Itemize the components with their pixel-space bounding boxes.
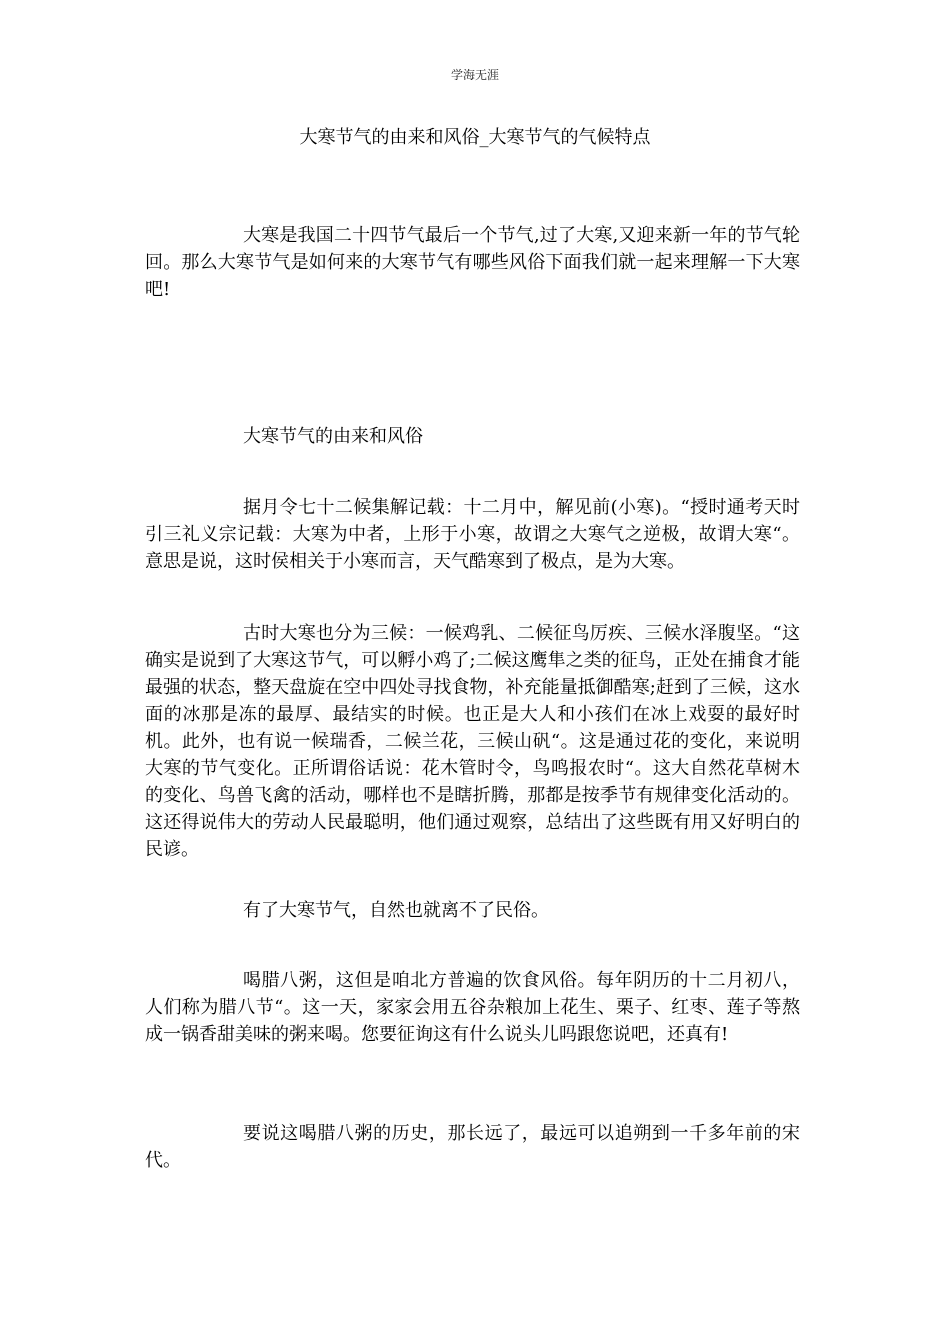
body-paragraph: 有了大寒节气，自然也就离不了民俗。	[243, 900, 549, 921]
body-paragraph: 喝腊八粥，这但是咱北方普遍的饮食风俗。每年阴历的十二月初八，人们称为腊八节“。这一天，家家会用五谷杂粮加上花生、栗子、红枣、莲子等熬成一锅香甜美味的粥来喝。您要征询这有什么说头儿吗跟您说吧，还真有!	[145, 970, 800, 1045]
body-paragraph: 古时大寒也分为三候：一候鸡乳、二候征鸟厉疾、三候水泽腹坚。“这确实是说到了大寒这节气，可以孵小鸡了;二候这鹰隼之类的征鸟，正处在捕食才能最强的状态，整天盘旋在空中四处寻找食物，补充能量抵御酷寒;赶到了三候，这水面的冰那是冻的最厚、最结实的时候。也正是大人和小孩们在冰上戏耍的最好时机。此外，也有说一候瑞香，二候兰花，三候山矾“。这是通过花的变化，来说明大寒的节气变化。正所谓俗话说：花木管时令，鸟鸣报农时“。这大自然花草树木的变化、鸟兽飞禽的活动，哪样也不是瞎折腾，那都是按季节有规律变化活动的。这还得说伟大的劳动人民最聪明，他们通过观察，总结出了这些既有用又好明白的民谚。	[145, 623, 800, 860]
intro-paragraph: 大寒是我国二十四节气最后一个节气,过了大寒,又迎来新一年的节气轮回。那么大寒节气是如何来的大寒节气有哪些风俗下面我们就一起来理解一下大寒吧!	[145, 225, 800, 300]
body-paragraph: 要说这喝腊八粥的历史，那长远了，最远可以追朔到一千多年前的宋代。	[145, 1123, 800, 1171]
section-heading: 大寒节气的由来和风俗	[243, 426, 423, 447]
page-header: 学海无涯	[450, 68, 499, 82]
body-paragraph: 据月令七十二候集解记载：十二月中，解见前(小寒)。“授时通考天时引三礼义宗记载：大寒为中者，上形于小寒，故谓之大寒气之逆极，故谓大寒“。意思是说，这时侯相关于小寒而言，天气酷寒到了极点，是为大寒。	[145, 497, 800, 572]
document-title: 大寒节气的由来和风俗_大寒节气的气候特点	[299, 127, 651, 148]
